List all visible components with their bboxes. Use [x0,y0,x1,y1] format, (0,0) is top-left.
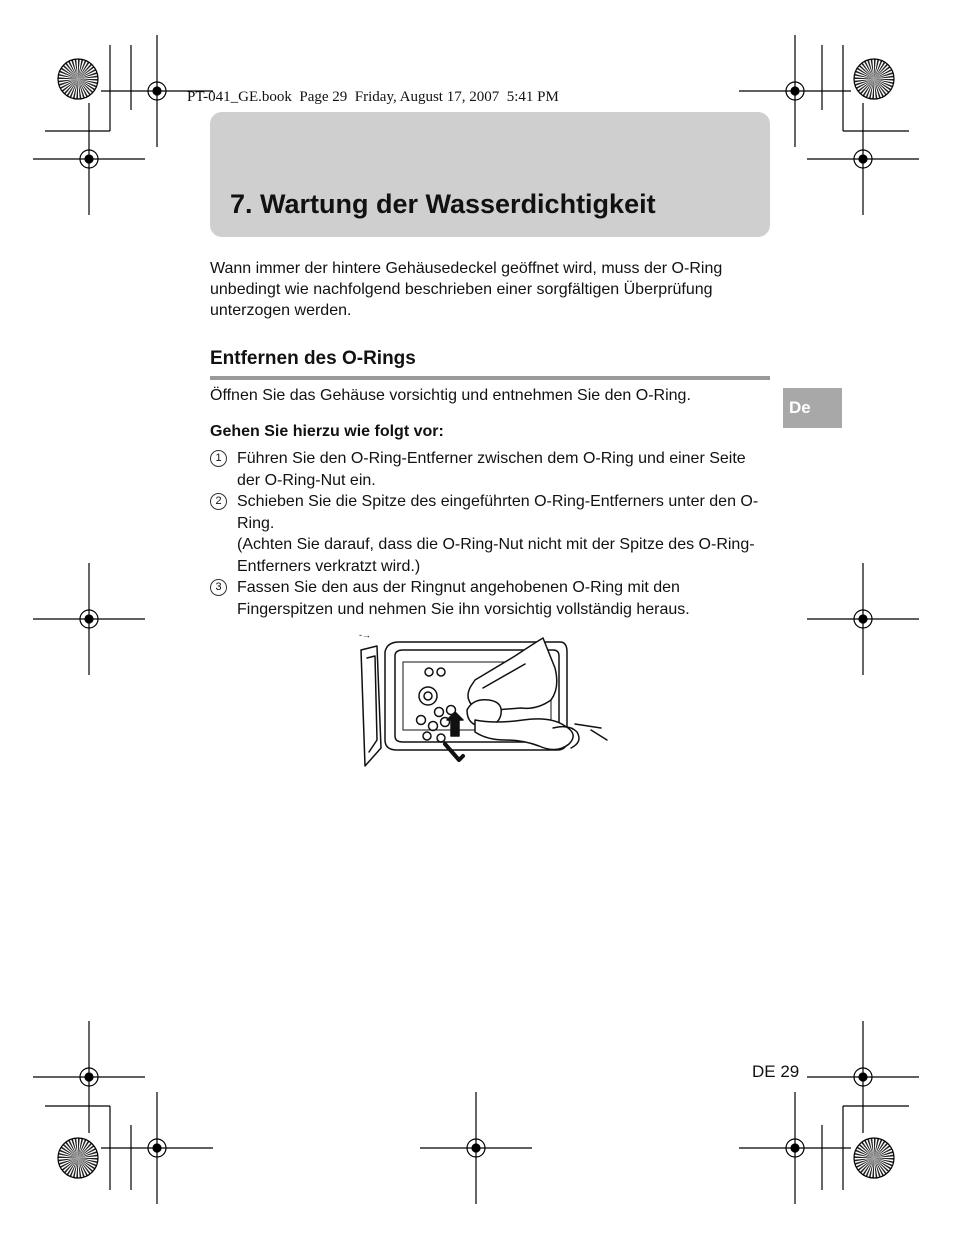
section-rule [210,376,770,380]
chapter-title: 7. Wartung der Wasserdichtigkeit [230,189,656,219]
crosshair-mark [101,1092,213,1204]
step-text: Führen Sie den O-Ring-Entferner zwischen dem O-Ring und einer Seite der O-Ring-Nut ein. [237,450,746,489]
step-number-badge: 1 [210,450,227,467]
steps-heading: Gehen Sie hierzu wie folgt vor: [210,423,444,440]
section-heading: Entfernen des O-Rings [210,348,416,369]
starburst-mark [58,59,98,99]
step-1 [210,448,770,491]
crosshair-mark [33,563,145,675]
crosshair-mark [807,1021,919,1133]
crosshair-mark [33,103,145,215]
starburst-mark [854,1138,894,1178]
o-ring-removal-illustration [355,628,610,773]
step-number-badge: 2 [210,493,227,510]
step-text: Fassen Sie den aus der Ringnut angehobenen O-Ring mit den Fingerspitzen und nehmen Sie ihn vorsichtig vollständig heraus. [237,579,690,618]
language-tab: De [783,388,842,428]
crosshair-mark [420,1092,532,1204]
starburst-mark [854,59,894,99]
crosshair-mark [807,103,919,215]
crosshair-mark [807,563,919,675]
section-paragraph: Öffnen Sie das Gehäuse vorsichtig und entnehmen Sie den O-Ring. [210,387,691,404]
step-3 [210,577,770,620]
crosshair-mark [33,1021,145,1133]
book-info-line: PT-041_GE.book Page 29 Friday, August 17, 2007 5:41 PM [187,89,559,105]
svg-text:‐→: ‐→ [359,630,371,640]
crosshair-mark [739,1092,851,1204]
page-number: DE 29 [752,1062,800,1081]
step-number-badge: 3 [210,579,227,596]
intro-paragraph: Wann immer der hintere Gehäusedeckel geöffnet wird, muss der O-Ring unbedingt wie nachfolgend beschrieben einer sorgfältigen Überprüfung unterzogen werden. [210,260,723,319]
starburst-mark [58,1138,98,1178]
step-text: Schieben Sie die Spitze des eingeführten O-Ring-Entferners unter den O-Ring. [237,493,759,532]
step-note: (Achten Sie darauf, dass die O-Ring-Nut nicht mit der Spitze des O-Ring-Entferners verkratzt wird.) [237,536,755,575]
step-2 [210,491,770,577]
